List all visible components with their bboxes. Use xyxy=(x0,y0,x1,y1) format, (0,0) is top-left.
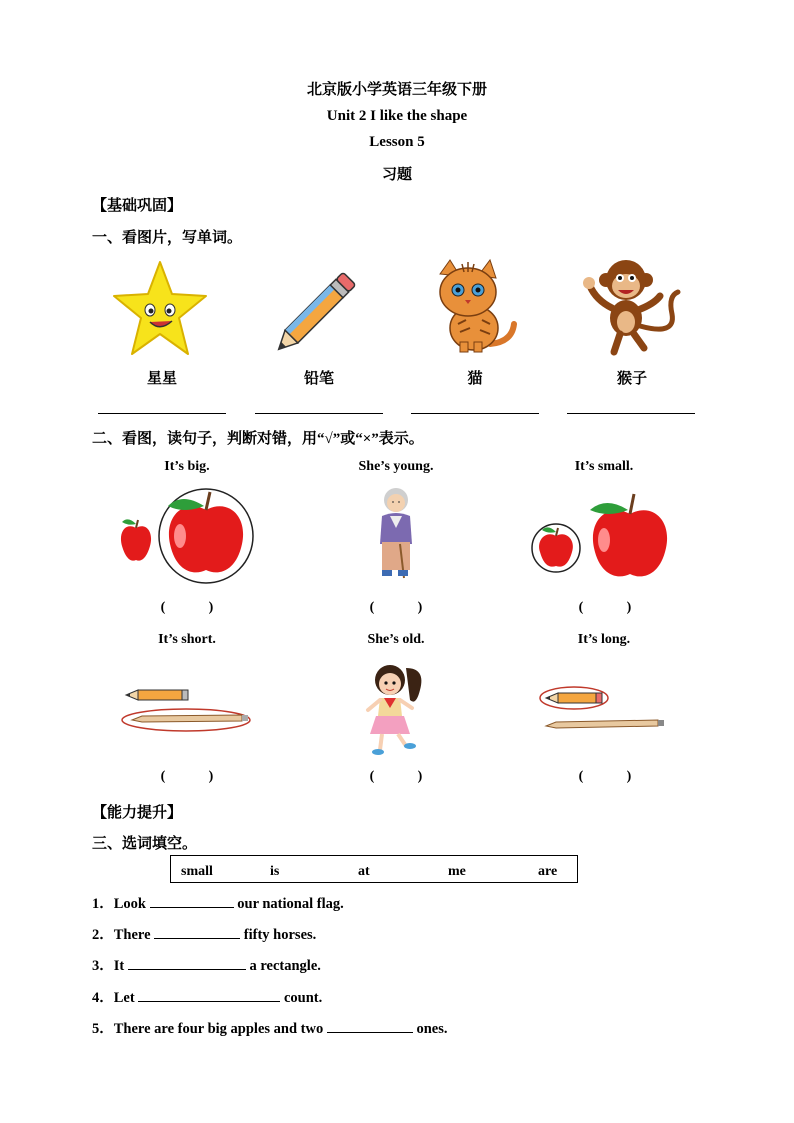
sentence-1: It’s big. xyxy=(164,459,210,474)
item-text-before: Let xyxy=(113,990,135,1006)
fill-item-5 xyxy=(92,1017,448,1038)
item-number: 1． xyxy=(92,896,114,912)
paren-open: ( xyxy=(369,600,375,615)
item-number: 4． xyxy=(92,990,114,1006)
apples-big-circled-icon xyxy=(118,488,258,586)
item-number: 5． xyxy=(92,1021,114,1037)
paren-open: ( xyxy=(160,600,166,615)
item-label-pencil: 铅笔 xyxy=(303,371,334,387)
sentence-3: It’s small. xyxy=(574,459,634,474)
item-label-monkey: 猴子 xyxy=(616,371,647,387)
word-bank-word: me xyxy=(448,864,466,879)
fill-blank-2[interactable] xyxy=(154,926,240,939)
monkey-icon xyxy=(580,256,682,360)
paren-open: ( xyxy=(369,769,375,784)
answer-paren-1[interactable] xyxy=(127,600,247,616)
answer-paren-2[interactable] xyxy=(336,600,456,616)
sentence-4: It’s short. xyxy=(158,632,216,647)
answer-paren-4[interactable] xyxy=(127,769,247,785)
paren-close: ) xyxy=(208,769,214,784)
fill-item-1 xyxy=(92,892,344,913)
fill-blank-4[interactable] xyxy=(138,989,280,1002)
star-icon xyxy=(112,258,208,358)
question-2: 二、看图，读句子，判断对错，用“√”或“×”表示。 xyxy=(92,431,424,447)
answer-paren-5[interactable] xyxy=(336,769,456,785)
fill-blank-3[interactable] xyxy=(128,957,246,970)
word-bank-word: are xyxy=(538,864,558,879)
item-text-after: our national flag. xyxy=(237,896,344,912)
fill-item-3 xyxy=(92,954,321,975)
word-bank-word: is xyxy=(270,864,280,879)
apples-small-circled-icon xyxy=(530,490,680,588)
lesson-title: Lesson 5 xyxy=(369,134,425,150)
paren-close: ) xyxy=(208,600,214,615)
young-girl-icon xyxy=(360,660,432,760)
question-1: 一、看图片，写单词。 xyxy=(92,230,243,246)
answer-paren-3[interactable] xyxy=(545,600,665,616)
sentence-2: She’s young. xyxy=(358,459,434,474)
pencils-long-circled-icon xyxy=(120,682,256,734)
item-text-before: There are four big apples and two xyxy=(113,1021,324,1037)
paren-open: ( xyxy=(578,600,584,615)
item-text-before: There xyxy=(113,927,151,943)
sentence-6: It’s long. xyxy=(577,632,631,647)
paren-open: ( xyxy=(160,769,166,784)
item-label-cat: 猫 xyxy=(467,371,483,387)
item-text-after: ones. xyxy=(416,1021,448,1037)
fill-item-4 xyxy=(92,986,322,1007)
item-number: 3． xyxy=(92,958,114,974)
word-bank-word: at xyxy=(358,864,370,879)
paren-close: ) xyxy=(417,600,423,615)
fill-item-2 xyxy=(92,923,316,944)
item-text-after: fifty horses. xyxy=(243,927,317,943)
paren-open: ( xyxy=(578,769,584,784)
fill-blank-5[interactable] xyxy=(327,1020,413,1033)
section-heading-advanced: 【能力提升】 xyxy=(92,805,183,821)
paren-close: ) xyxy=(626,600,632,615)
cat-icon xyxy=(430,258,520,356)
item-number: 2． xyxy=(92,927,114,943)
item-text-after: count. xyxy=(283,990,323,1006)
answer-line-cat[interactable] xyxy=(411,413,539,414)
unit-title: Unit 2 I like the shape xyxy=(326,108,468,124)
item-text-before: It xyxy=(113,958,125,974)
item-text-after: a rectangle. xyxy=(249,958,321,974)
book-title: 北京版小学英语三年级下册 xyxy=(306,82,487,98)
answer-paren-6[interactable] xyxy=(545,769,665,785)
word-bank-word: small xyxy=(181,864,213,879)
exercise-type: 习题 xyxy=(381,167,412,183)
section-heading-basic: 【基础巩固】 xyxy=(92,198,183,214)
pencil-icon xyxy=(272,262,366,356)
paren-close: ) xyxy=(626,769,632,784)
item-text-before: Look xyxy=(113,896,146,912)
old-woman-icon xyxy=(372,486,420,584)
answer-line-monkey[interactable] xyxy=(567,413,695,414)
sentence-5: She’s old. xyxy=(367,632,425,647)
answer-line-star[interactable] xyxy=(98,413,226,414)
question-3: 三、选词填空。 xyxy=(92,836,198,852)
fill-blank-1[interactable] xyxy=(150,895,234,908)
pencils-short-circled-icon xyxy=(540,684,672,734)
answer-line-pencil[interactable] xyxy=(255,413,383,414)
paren-close: ) xyxy=(417,769,423,784)
item-label-star: 星星 xyxy=(146,371,177,387)
word-bank-box xyxy=(170,855,578,883)
